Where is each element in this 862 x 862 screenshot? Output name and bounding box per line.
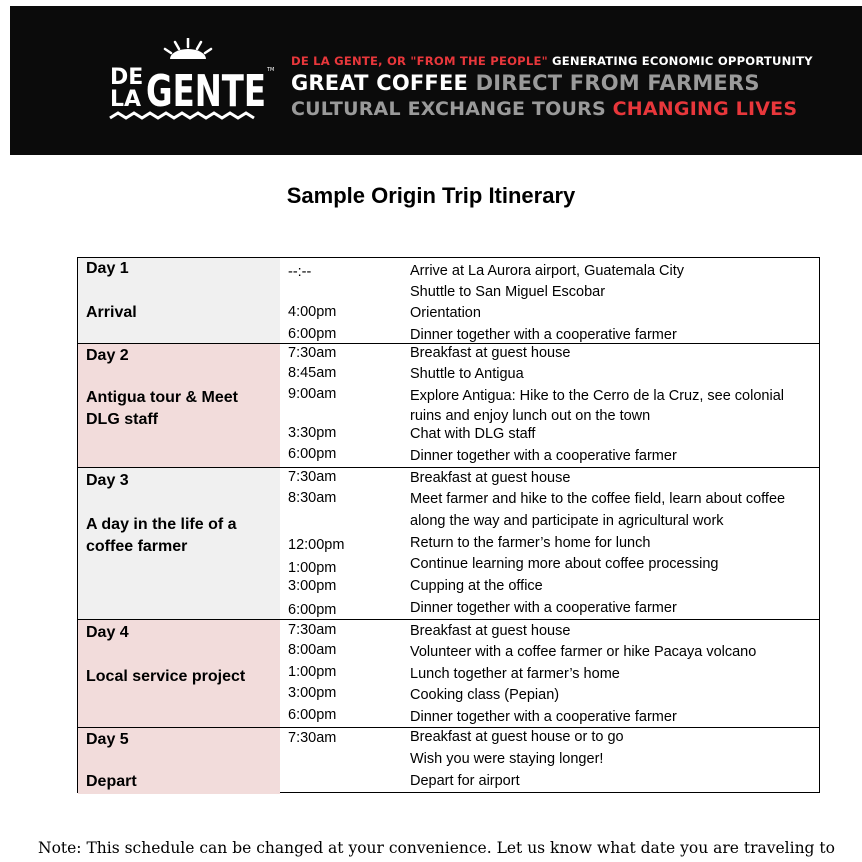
schedule-activity: Dinner together with a cooperative farmer: [410, 600, 677, 616]
schedule-activity: Lunch together at farmer’s home: [410, 666, 620, 682]
document-title: Sample Origin Trip Itinerary: [286, 183, 576, 208]
schedule-time: 9:00am: [288, 386, 337, 402]
schedule-activity: Breakfast at guest house or to go: [410, 729, 624, 745]
day-label: Day 3: [86, 472, 129, 489]
schedule-time: 8:30am: [288, 490, 337, 506]
schedule-activity: Breakfast at guest house: [410, 623, 571, 639]
schedule-time: 1:00pm: [288, 560, 337, 576]
day-label: Day 2: [86, 347, 129, 364]
schedule-activity: Shuttle to San Miguel Escobar: [410, 284, 606, 300]
schedule-activity: Wish you were staying longer!: [410, 751, 604, 767]
svg-text:TM: TM: [267, 67, 275, 73]
schedule-activity: Dinner together with a cooperative farmer: [410, 709, 677, 725]
schedule-activity: Explore Antigua: Hike to the Cerro de la Cruz, see colonial ruins and enjoy lunch out on the town: [410, 388, 784, 424]
schedule-time: 8:00am: [288, 642, 337, 658]
day-subtitle: Local service project: [86, 668, 246, 685]
svg-text:GENTE: GENTE: [146, 66, 266, 117]
itinerary-table: [77, 257, 820, 793]
day-subtitle: Antigua tour & Meet DLG staff: [86, 389, 238, 428]
schedule-activity: Depart for airport: [410, 773, 520, 789]
svg-text:LA: LA: [110, 87, 142, 112]
schedule-activity: Dinner together with a cooperative farmer: [410, 448, 677, 464]
schedule-activity: Continue learning more about coffee processing: [410, 556, 719, 572]
day-block: [78, 344, 819, 468]
schedule-activity: Cupping at the office: [410, 578, 543, 594]
schedule-activity: Return to the farmer’s home for lunch: [410, 535, 651, 551]
day-block: [78, 620, 819, 728]
header-banner: [10, 6, 862, 155]
schedule-time: 3:30pm: [288, 425, 337, 441]
schedule-time: 6:00pm: [288, 326, 337, 342]
schedule-time: 7:30am: [288, 730, 337, 746]
schedule-activity: Cooking class (Pepian): [410, 687, 560, 703]
tagline-2: GREAT COFFEE DIRECT FROM FARMERS: [291, 71, 760, 95]
schedule-time: 7:30am: [288, 469, 337, 485]
svg-text:DE: DE: [110, 65, 144, 90]
tagline-3: CULTURAL EXCHANGE TOURS CHANGING LIVES: [291, 98, 798, 120]
schedule-activity: Dinner together with a cooperative farmer: [410, 327, 677, 343]
schedule-time: 4:00pm: [288, 304, 337, 320]
schedule-time: 6:00pm: [288, 446, 337, 462]
day-block: [78, 258, 819, 344]
schedule-activity: Volunteer with a coffee farmer or hike Pacaya volcano: [410, 644, 757, 660]
day-label: Day 4: [86, 624, 129, 641]
day-block: [78, 468, 819, 620]
day-block: [78, 728, 819, 794]
schedule-activity: Chat with DLG staff: [410, 426, 536, 442]
schedule-activity: Orientation: [410, 305, 481, 321]
schedule-time: 3:00pm: [288, 685, 337, 701]
schedule-time: 6:00pm: [288, 602, 337, 618]
day-label: Day 1: [86, 260, 129, 277]
day-subtitle: A day in the life of a coffee farmer: [86, 516, 237, 555]
schedule-activity: Breakfast at guest house: [410, 470, 571, 486]
schedule-time: 3:00pm: [288, 578, 337, 594]
schedule-activity: Shuttle to Antigua: [410, 366, 524, 382]
schedule-time: 7:30am: [288, 345, 337, 361]
schedule-note: Note: This schedule can be changed at your convenience. Let us know what date you are traveling to: [38, 839, 835, 857]
tagline-1: DE LA GENTE, OR "FROM THE PEOPLE" GENERATING ECONOMIC OPPORTUNITY: [291, 54, 813, 68]
schedule-time: --:--: [288, 264, 312, 280]
schedule-time: 6:00pm: [288, 707, 337, 723]
schedule-time: 8:45am: [288, 365, 337, 381]
day-subtitle: Arrival: [86, 304, 137, 321]
schedule-activity: Breakfast at guest house: [410, 345, 571, 361]
schedule-time: 1:00pm: [288, 664, 337, 680]
schedule-activity: Meet farmer and hike to the coffee field, learn about coffee: [410, 491, 786, 507]
schedule-activity: Arrive at La Aurora airport, Guatemala City: [410, 263, 685, 279]
schedule-time: 12:00pm: [288, 537, 345, 553]
schedule-time: 7:30am: [288, 622, 337, 638]
de-la-gente-logo: [98, 38, 278, 126]
day-label: Day 5: [86, 731, 129, 748]
day-subtitle: Depart: [86, 773, 137, 790]
schedule-activity: along the way and participate in agricultural work: [410, 513, 724, 529]
